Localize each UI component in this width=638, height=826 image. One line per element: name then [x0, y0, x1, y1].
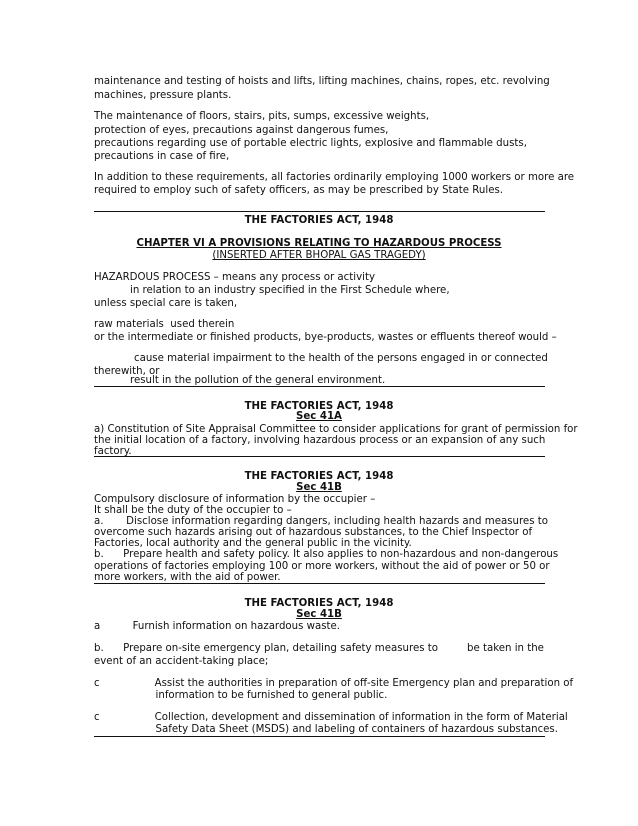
- section4-line-5: information to be furnished to general public.: [94, 690, 388, 701]
- section2-line-2: the initial location of a factory, involving hazardous process or an expansion of any such: [94, 435, 546, 446]
- section1-line-4: raw materials used therein: [94, 319, 235, 330]
- section3-title: THE FACTORIES ACT, 1948: [244, 471, 394, 482]
- section1-line-6: cause material impairment to the health of the persons engaged in or connected: [134, 353, 548, 364]
- section4-line-4: c Assist the authorities in preparation of off-site Emergency plan and preparation of: [94, 678, 574, 689]
- section3-line-8: more workers, with the aid of power.: [94, 572, 281, 583]
- chapter-heading: CHAPTER VI A PROVISIONS RELATING TO HAZARDOUS PROCESS: [136, 238, 502, 249]
- section1-line-5: or the intermediate or finished products, bye-products, wastes or effluents thereof would –: [94, 332, 557, 343]
- section3-sec: Sec 41B: [296, 482, 342, 493]
- section1-title: THE FACTORIES ACT, 1948: [244, 215, 394, 226]
- intro-line-7: In addition to these requirements, all factories ordinarily employing 1000 workers or more are: [94, 172, 575, 183]
- section3-line-6: b. Prepare health and safety policy. It also applies to non-hazardous and non-dangerous: [94, 549, 559, 560]
- intro-line-6: precautions in case of fire,: [94, 151, 230, 162]
- section3-line-3: a. Disclose information regarding dangers, including health hazards and measures to: [94, 516, 548, 527]
- section3-line-1: Compulsory disclosure of information by the occupier –: [94, 494, 376, 505]
- section1-line-1: HAZARDOUS PROCESS – means any process or activity: [94, 272, 375, 283]
- intro-line-3: The maintenance of floors, stairs, pits, sumps, excessive weights,: [94, 111, 430, 122]
- section4-line-2-end: be taken in the: [467, 643, 544, 654]
- intro-line-1: maintenance and testing of hoists and lifts, lifting machines, chains, ropes, etc. revolving: [94, 76, 550, 87]
- section1-line-8: result in the pollution of the general environment.: [130, 375, 386, 386]
- intro-line-5: precautions regarding use of portable electric lights, explosive and flammable dusts,: [94, 138, 527, 149]
- section4-sec: Sec 41B: [296, 609, 342, 620]
- section4-line-6: c Collection, development and dissemination of information in the form of Material: [94, 712, 568, 723]
- section1-line-3: unless special care is taken,: [94, 298, 238, 309]
- divider: [94, 211, 545, 212]
- intro-line-8: required to employ such of safety officers, as may be prescribed by State Rules.: [94, 185, 504, 196]
- inserted-note: (INSERTED AFTER BHOPAL GAS TRAGEDY): [212, 250, 426, 261]
- section2-sec: Sec 41A: [296, 411, 342, 422]
- divider: [94, 456, 545, 457]
- section4-line-2: b. Prepare on-site emergency plan, detailing safety measures to: [94, 643, 439, 654]
- intro-line-4: protection of eyes, precautions against dangerous fumes,: [94, 125, 389, 136]
- intro-line-2: machines, pressure plants.: [94, 90, 232, 101]
- section4-line-3: event of an accident-taking place;: [94, 656, 269, 667]
- section2-line-1: a) Constitution of Site Appraisal Committee to consider applications for grant of permission for: [94, 424, 578, 435]
- section4-title: THE FACTORIES ACT, 1948: [244, 598, 394, 609]
- section3-line-2: It shall be the duty of the occupier to –: [94, 505, 292, 516]
- divider: [94, 736, 545, 737]
- section2-line-3: factory.: [94, 446, 132, 457]
- section3-line-5: Factories, local authority and the general public in the vicinity.: [94, 538, 412, 549]
- section1-line-2: in relation to an industry specified in the First Schedule where,: [130, 285, 450, 296]
- section4-line-1: a Furnish information on hazardous waste.: [94, 621, 341, 632]
- section1-line-7: therewith, or: [94, 366, 160, 377]
- section2-title: THE FACTORIES ACT, 1948: [244, 401, 394, 412]
- section3-line-7: operations of factories employing 100 or more workers, without the aid of power or 50 or: [94, 561, 550, 572]
- divider: [94, 583, 545, 584]
- section3-line-4: overcome such hazards arising out of hazardous substances, to the Chief Inspector of: [94, 527, 533, 538]
- section4-line-7: Safety Data Sheet (MSDS) and labeling of containers of hazardous substances.: [94, 724, 558, 735]
- divider: [94, 386, 545, 387]
